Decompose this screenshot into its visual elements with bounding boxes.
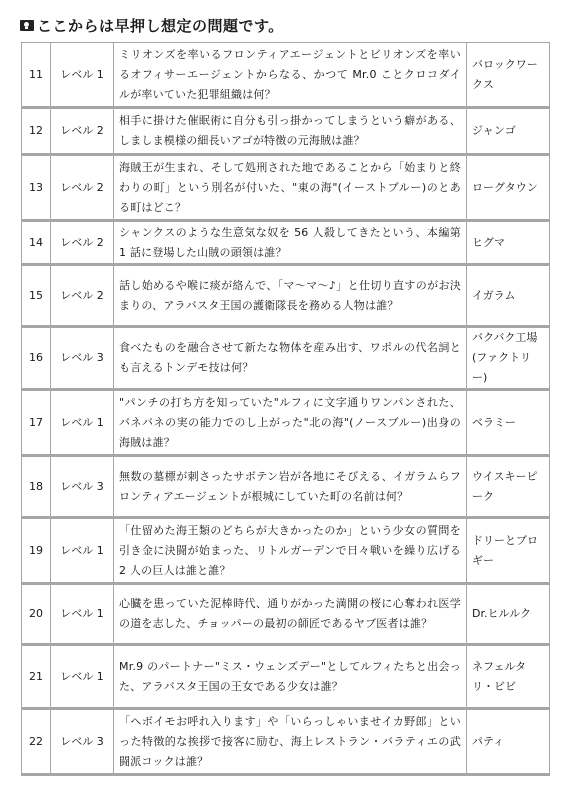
table-row [22, 265, 550, 327]
question-level: レベル 2 [51, 155, 114, 221]
question-level: レベル 1 [51, 43, 114, 108]
table-row [22, 221, 550, 265]
question-answer: ジャンゴ [467, 108, 550, 155]
quiz-table [21, 42, 550, 776]
question-answer: ネフェルタリ・ビビ [467, 645, 550, 709]
question-number: 20 [22, 584, 51, 645]
question-number: 11 [22, 43, 51, 108]
question-text: 海賊王が生まれ、そして処刑された地であることから「始まりと終わりの町」という別名が付いた、"東の海"(イーストブルー)のとある町はどこ？ [114, 155, 467, 221]
question-text: 相手に掛けた催眠術に自分も引っ掛かってしまうという癖がある、しましま模様の細長いアゴが特徴の元海賊は誰？ [114, 108, 467, 155]
table-row [22, 155, 550, 221]
question-level: レベル 1 [51, 584, 114, 645]
question-number: 13 [22, 155, 51, 221]
question-text: 心臓を患っていた泥棒時代、通りがかった満開の桜に心奪われ医学の道を志した、チョッパーの最初の師匠であるヤブ医者は誰？ [114, 584, 467, 645]
question-level: レベル 1 [51, 645, 114, 709]
question-number: 18 [22, 456, 51, 518]
heading-text: ここからは早押し想定の問題です。 [37, 16, 284, 35]
table-row [22, 709, 550, 775]
question-level: レベル 3 [51, 456, 114, 518]
question-answer: ドリーとブロギー [467, 518, 550, 584]
pirate-flag-icon [20, 20, 34, 31]
question-level: レベル 1 [51, 518, 114, 584]
question-level: レベル 2 [51, 108, 114, 155]
table-row [22, 327, 550, 390]
question-text: Mr.9 のパートナー"ミス・ウェンズデー"としてルフィたちと出会った、アラバスタ王国の王女である少女は誰？ [114, 645, 467, 709]
table-row [22, 43, 550, 108]
question-text: 「仕留めた海王類のどちらが大きかったのか」という少女の質問を引き金に決闘が始まった、リトルガーデンで日々戦いを繰り広げる 2 人の巨人は誰と誰？ [114, 518, 467, 584]
table-row [22, 456, 550, 518]
question-level: レベル 3 [51, 327, 114, 390]
question-level: レベル 1 [51, 390, 114, 456]
question-answer: ローグタウン [467, 155, 550, 221]
question-text: シャンクスのような生意気な奴を 56 人殺してきたという、本編第 1 話に登場した山賊の頭領は誰？ [114, 221, 467, 265]
table-row [22, 390, 550, 456]
question-level: レベル 2 [51, 221, 114, 265]
question-answer: ヒグマ [467, 221, 550, 265]
question-number: 14 [22, 221, 51, 265]
question-number: 12 [22, 108, 51, 155]
question-answer: ウイスキーピーク [467, 456, 550, 518]
table-row [22, 518, 550, 584]
question-text: ミリオンズを率いるフロンティアエージェントとビリオンズを率いるオフィサーエージェントからなる、かつて Mr.0 ことクロコダイルが率いていた犯罪組織は何？ [114, 43, 467, 108]
question-number: 21 [22, 645, 51, 709]
question-answer: バロックワークス [467, 43, 550, 108]
question-answer: パティ [467, 709, 550, 775]
question-text: 食べたものを融合させて新たな物体を産み出す、ワポルの代名詞とも言えるトンデモ技は何？ [114, 327, 467, 390]
question-answer: イガラム [467, 265, 550, 327]
question-answer: バクバク工場(ファクトリー) [467, 327, 550, 390]
question-number: 19 [22, 518, 51, 584]
question-text: 無数の墓標が刺さったサボテン岩が各地にそびえる、イガラムらフロンティアエージェントが根城にしていた町の名前は何？ [114, 456, 467, 518]
page-heading [20, 14, 284, 36]
question-text: 話し始めるや喉に痰が絡んで、「マ～マ～♪」と仕切り直すのがお決まりの、アラバスタ王国の護衛隊長を務める人物は誰？ [114, 265, 467, 327]
question-text: "パンチの打ち方を知っていた"ルフィに文字通りワンパンされた、バネバネの実の能力でのし上がった"北の海"(ノースブルー)出身の海賊は誰？ [114, 390, 467, 456]
question-number: 22 [22, 709, 51, 775]
question-answer: Dr.ヒルルク [467, 584, 550, 645]
table-row [22, 108, 550, 155]
question-level: レベル 3 [51, 709, 114, 775]
question-number: 17 [22, 390, 51, 456]
question-text: 「ヘボイモお呼れ入ります」や「いらっしゃいませイカ野郎」といった特徴的な挨拶で接客に励む、海上レストラン・バラティエの武闘派コックは誰？ [114, 709, 467, 775]
table-row [22, 645, 550, 709]
question-number: 16 [22, 327, 51, 390]
table-row [22, 584, 550, 645]
question-number: 15 [22, 265, 51, 327]
question-answer: ベラミー [467, 390, 550, 456]
question-level: レベル 2 [51, 265, 114, 327]
